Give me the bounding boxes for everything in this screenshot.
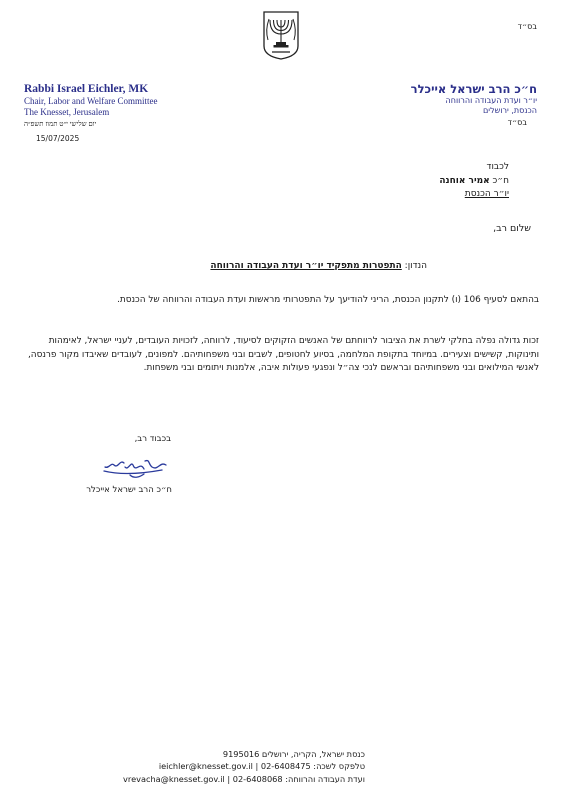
addressee-title: יו״ר הכנסת [464, 189, 509, 199]
greeting: שלום רב, [493, 223, 531, 234]
footer-office-contact: טלפקס לשכה: 02-6408475 | ieichler@knesset.gov.il [158, 761, 365, 772]
english-location: The Knesset, Jerusalem [24, 107, 110, 117]
bsd-top: בס״ד [517, 22, 537, 31]
subject-label: הנדון: [401, 261, 427, 271]
footer-committee-contact: ועדת העבודה והרווחה: 02-6408068 | vrevacha@knesset.gov.il [123, 773, 365, 784]
footer-address: כנסת ישראל, הקריה, ירושלים 9195016 [222, 749, 365, 759]
english-letterhead [24, 82, 157, 130]
signatory-name: ח״כ הרב ישראל אייכלר [86, 485, 172, 495]
hebrew-letterhead [411, 82, 537, 116]
english-committee: Chair, Labor and Welfare Committee [24, 96, 158, 106]
footer-contact [123, 748, 365, 785]
bsd-mid: בס״ד [507, 118, 527, 127]
body-paragraph: בהתאם לסעיף 106 (ו) לתקנון הכנסת, הריני להודיעך על התפטרותי מראשות ועדת העבודה והרווחה של הכנסת. [117, 295, 539, 305]
letter-date: 15/07/2025 [36, 134, 80, 143]
hebrew-name: ח״כ הרב ישראל אייכלר [410, 82, 537, 96]
addressee-name: ח״כ אמיר אוחנה [439, 175, 509, 186]
handwritten-signature [100, 455, 170, 483]
subject-line [210, 261, 427, 271]
menorah-emblem-icon [262, 10, 300, 60]
body-paragraph: זכות גדולה נפלה בחלקי לשרת את הציבור לרווחתם של האנשים הזקוקים לסיעוד, לרווחה, לזכויות העובדים, לעניי ישראל, לאימהות ותינוקות, קשישים וצעירים. במיוחד בתקופת המלחמה, בסיוע לחטופים, לשבים ובני משפחותיהם. למפונים, לעובדים שאיבדו מקור פרנסה, לאנשי המילואים ובני משפחותיהם ובראשם לנכי צה״ל ונפגעי פעולות איבה, אלמנות ויתומים ובני משפחות. [27, 336, 539, 373]
addressee-to: לכבוד [486, 162, 509, 172]
addressee-block [439, 161, 509, 202]
signature-closing: בכבוד רב, [134, 434, 171, 444]
hebrew-committee: יו״ר ועדת העבודה והרווחה [445, 96, 537, 105]
subject-text: התפטרות מתפקיד יו״ר ועדת העבודה והרווחה [210, 261, 402, 271]
english-name: Rabbi Israel Eichler, MK [24, 83, 149, 95]
hebrew-date: יום שלישי י״ט תמוז תשפ״ה [24, 120, 97, 128]
hebrew-location: הכנסת, ירושלים [483, 106, 537, 115]
